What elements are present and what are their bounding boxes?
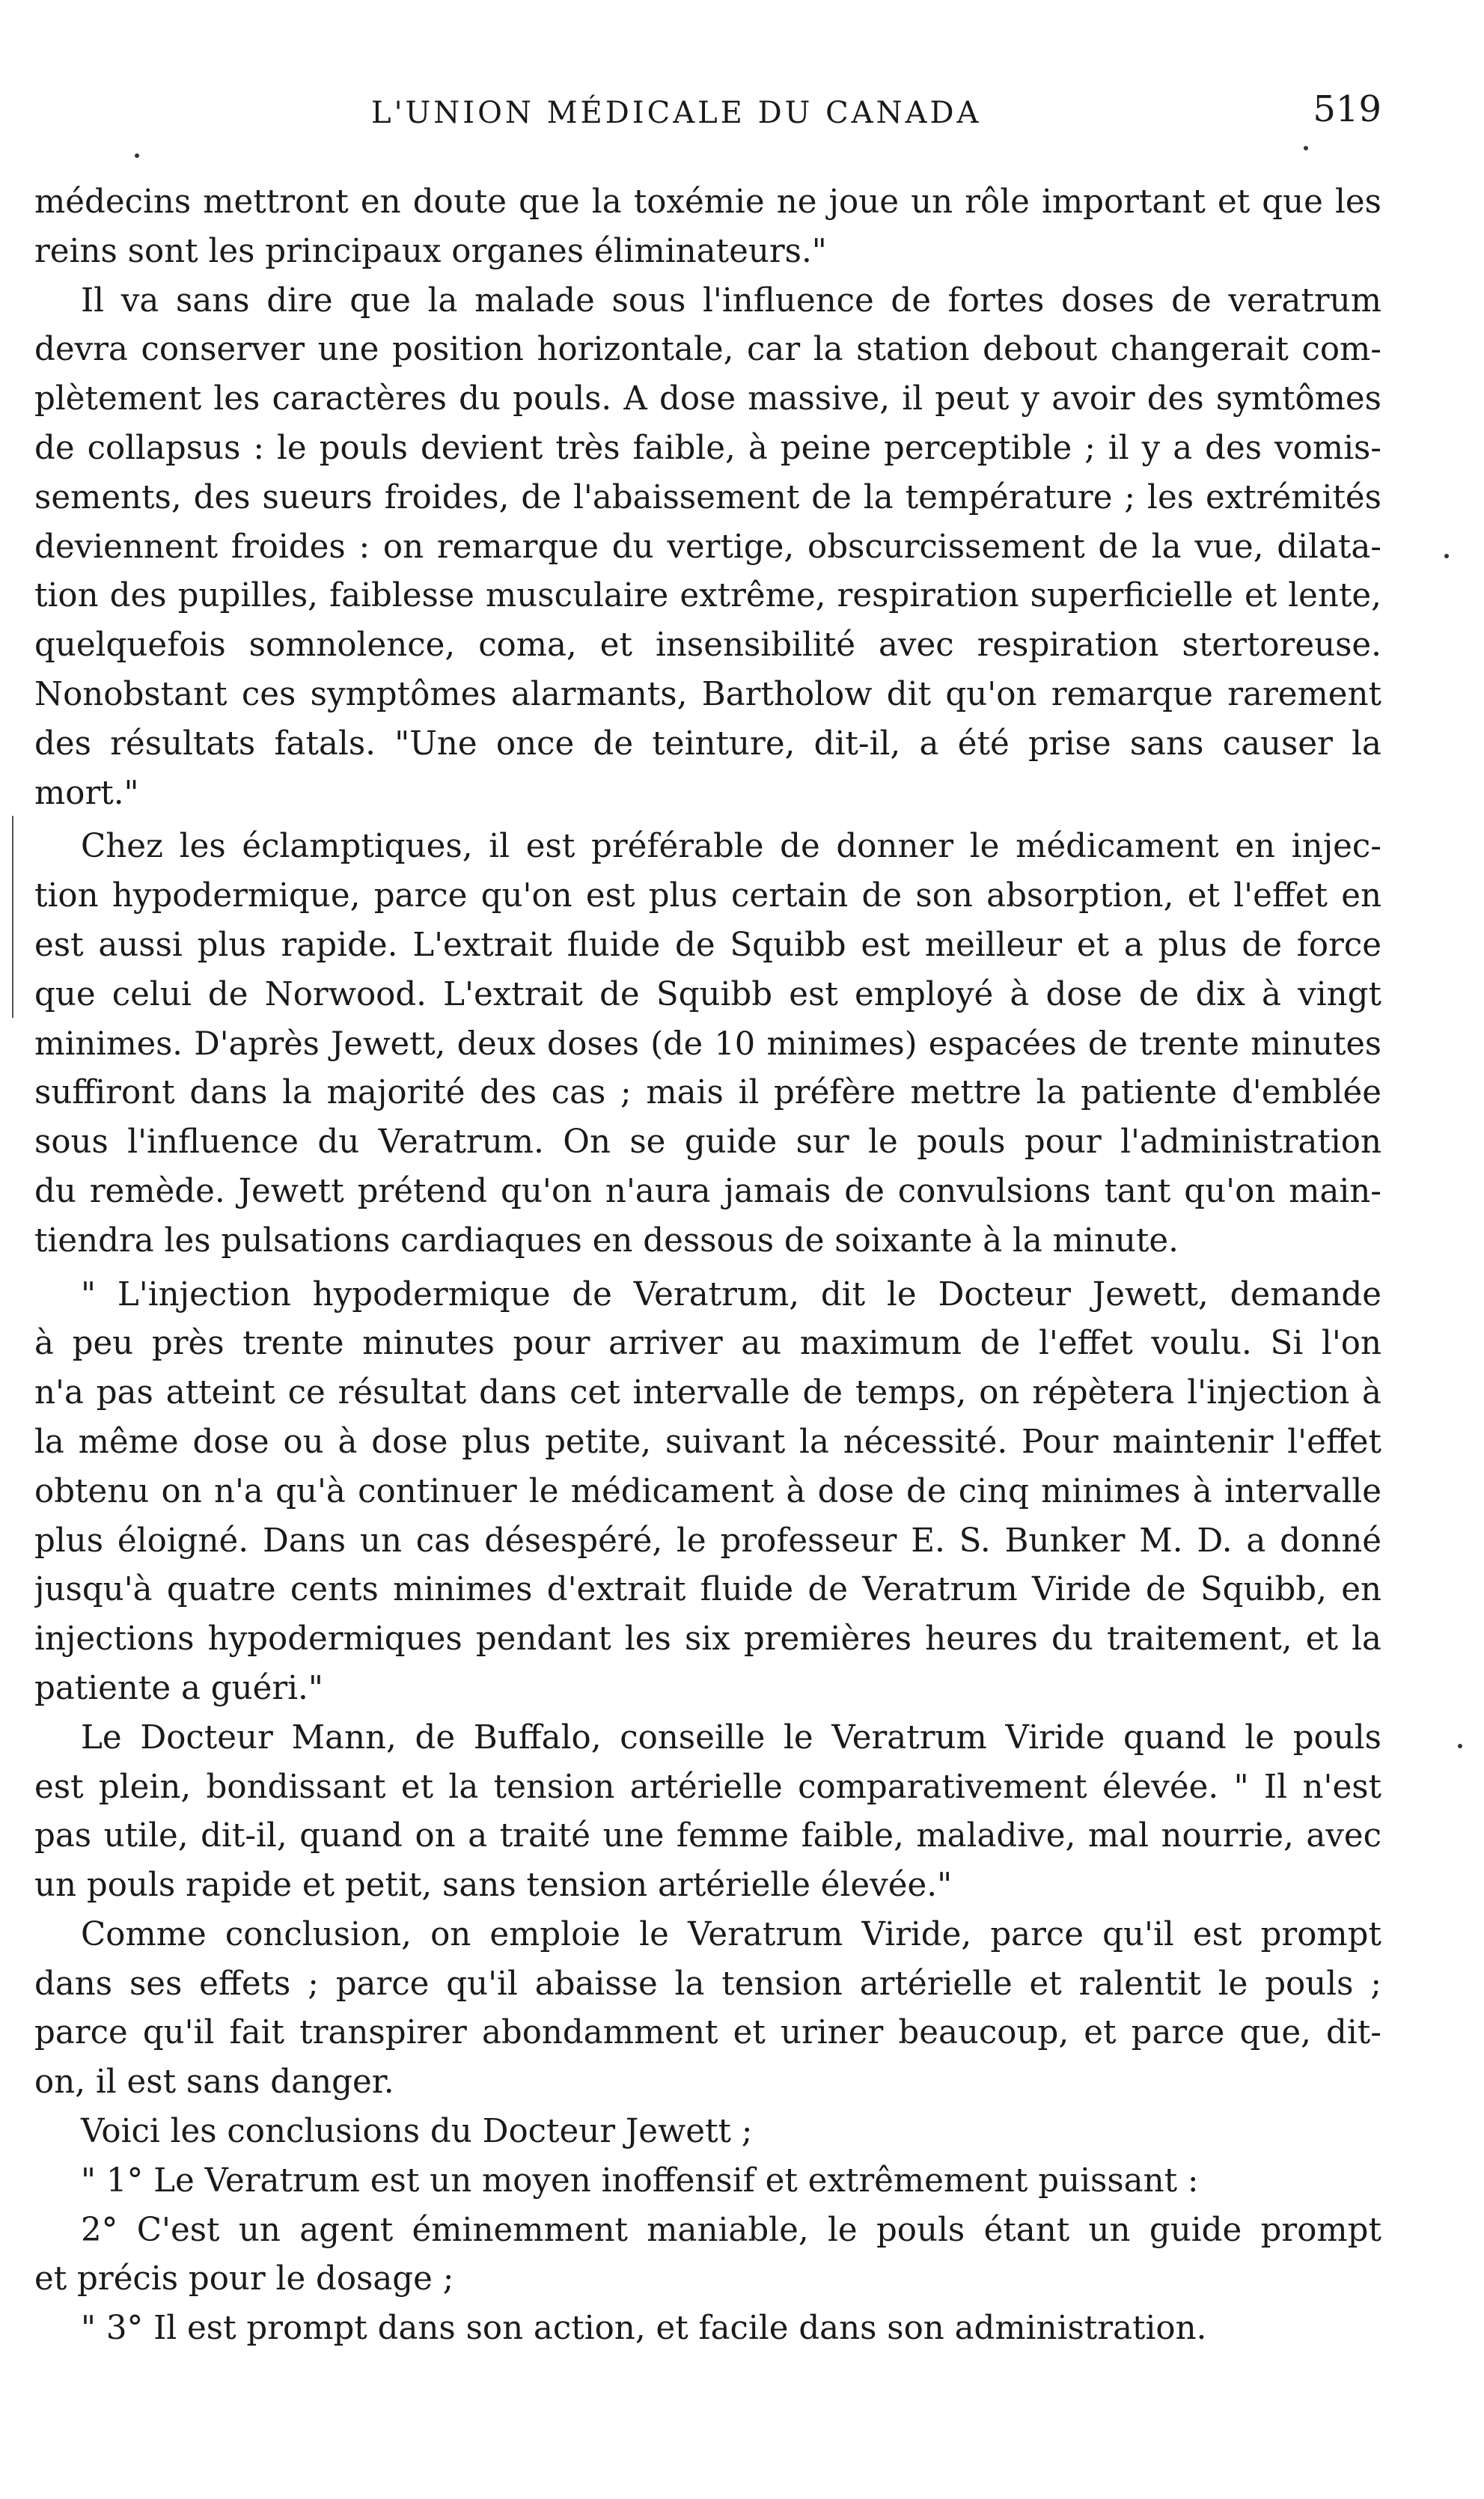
print-speck bbox=[135, 153, 139, 158]
text-line: obtenu on n'a qu'à continuer le médicament à dose de cinq minimes à intervalle bbox=[34, 1472, 1381, 1510]
text-line: Voici les conclusions du Docteur Jewett ; bbox=[81, 2113, 753, 2151]
text-line: Comme conclusion, on emploie le Veratrum Viride, parce qu'il est prompt bbox=[81, 1915, 1381, 1953]
text-line: Il va sans dire que la malade sous l'influence de fortes doses de veratrum bbox=[81, 281, 1381, 320]
text-line: suffiront dans la majorité des cas ; mais il préfère mettre la patiente d'emblée bbox=[34, 1074, 1381, 1112]
page-number: 519 bbox=[1313, 88, 1381, 130]
text-line: pas utile, dit-il, quand on a traité une femme faible, maladive, mal nourrie, avec bbox=[34, 1817, 1381, 1855]
text-line: tion des pupilles, faiblesse musculaire extrême, respiration superficielle et lente, bbox=[34, 577, 1381, 615]
text-line: la même dose ou à dose plus petite, suivant la nécessité. Pour maintenir l'effet bbox=[34, 1423, 1381, 1461]
text-line: " 3° Il est prompt dans son action, et facile dans son administration. bbox=[81, 2310, 1207, 2348]
text-line: " 1° Le Veratrum est un moyen inoffensif et extrêmement puissant : bbox=[81, 2161, 1199, 2200]
text-line: reins sont les principaux organes éliminateurs." bbox=[34, 232, 827, 270]
text-line: plètement les caractères du pouls. A dose massive, il peut y avoir des symtômes bbox=[34, 380, 1381, 418]
margin-rule bbox=[12, 816, 13, 1018]
text-line: sous l'influence du Veratrum. On se guide sur le pouls pour l'administration bbox=[34, 1123, 1381, 1162]
text-line: plus éloigné. Dans un cas désespéré, le professeur E. S. Bunker M. D. a donné bbox=[34, 1522, 1381, 1560]
text-line: et précis pour le dosage ; bbox=[34, 2260, 454, 2298]
text-line: un pouls rapide et petit, sans tension artérielle élevée." bbox=[34, 1867, 953, 1905]
text-line: 2° C'est un agent éminemment maniable, le pouls étant un guide prompt bbox=[81, 2211, 1381, 2249]
text-line: parce qu'il fait transpirer abondamment et uriner beaucoup, et parce que, dit- bbox=[34, 2014, 1381, 2052]
text-line: à peu près trente minutes pour arriver au maximum de l'effet voulu. Si l'on bbox=[34, 1325, 1381, 1363]
text-line: devra conserver une position horizontale, car la station debout changerait com- bbox=[34, 331, 1381, 369]
text-line: " L'injection hypodermique de Veratrum, dit le Docteur Jewett, demande bbox=[81, 1275, 1381, 1313]
text-line: des résultats fatals. "Une once de teinture, dit-il, a été prise sans causer la bbox=[34, 724, 1381, 763]
print-speck bbox=[1458, 1744, 1462, 1748]
running-title: L'UNION MÉDICALE DU CANADA bbox=[371, 96, 982, 130]
page-header bbox=[34, 88, 1381, 148]
text-line: est aussi plus rapide. L'extrait fluide de Squibb est meilleur et a plus de force bbox=[34, 926, 1381, 964]
body-text bbox=[34, 178, 1381, 2354]
text-line: dans ses effets ; parce qu'il abaisse la tension artérielle et ralentit le pouls ; bbox=[34, 1965, 1381, 2003]
text-line: est plein, bondissant et la tension artérielle comparativement élevée. " Il n'est bbox=[34, 1768, 1381, 1806]
text-line: que celui de Norwood. L'extrait de Squibb est employé à dose de dix à vingt bbox=[34, 975, 1381, 1013]
text-line: quelquefois somnolence, coma, et insensibilité avec respiration stertoreuse. bbox=[34, 626, 1381, 665]
text-line: on, il est sans danger. bbox=[34, 2063, 394, 2102]
text-line: minimes. D'après Jewett, deux doses (de 10 minimes) espacées de trente minutes bbox=[34, 1025, 1381, 1063]
print-speck bbox=[1304, 146, 1308, 150]
text-line: mort." bbox=[34, 774, 139, 812]
text-line: injections hypodermiques pendant les six premières heures du traitement, et la bbox=[34, 1620, 1381, 1659]
text-line: de collapsus : le pouls devient très faible, à peine perceptible ; il y a des vomis- bbox=[34, 429, 1381, 467]
text-line: sements, des sueurs froides, de l'abaissement de la température ; les extrémités bbox=[34, 478, 1381, 516]
text-line: tiendra les pulsations cardiaques en dessous de soixante à la minute. bbox=[34, 1221, 1179, 1260]
text-line: patiente a guéri." bbox=[34, 1669, 323, 1707]
text-line: Le Docteur Mann, de Buffalo, conseille le Veratrum Viride quand le pouls bbox=[81, 1718, 1381, 1757]
text-line: n'a pas atteint ce résultat dans cet intervalle de temps, on répètera l'injection à bbox=[34, 1374, 1381, 1412]
text-line: jusqu'à quatre cents minimes d'extrait fluide de Veratrum Viride de Squibb, en bbox=[34, 1571, 1381, 1609]
text-line: tion hypodermique, parce qu'on est plus certain de son absorption, et l'effet en bbox=[34, 877, 1381, 915]
text-line: Chez les éclamptiques, il est préférable de donner le médicament en injec- bbox=[81, 828, 1381, 866]
text-line: Nonobstant ces symptômes alarmants, Bartholow dit qu'on remarque rarement bbox=[34, 675, 1381, 713]
text-line: médecins mettront en doute que la toxémie ne joue un rôle important et que les bbox=[34, 183, 1381, 221]
text-line: du remède. Jewett prétend qu'on n'aura jamais de convulsions tant qu'on main- bbox=[34, 1172, 1381, 1210]
text-line: deviennent froides : on remarque du vertige, obscurcissement de la vue, dilata- bbox=[34, 528, 1381, 566]
print-speck bbox=[1444, 554, 1449, 558]
